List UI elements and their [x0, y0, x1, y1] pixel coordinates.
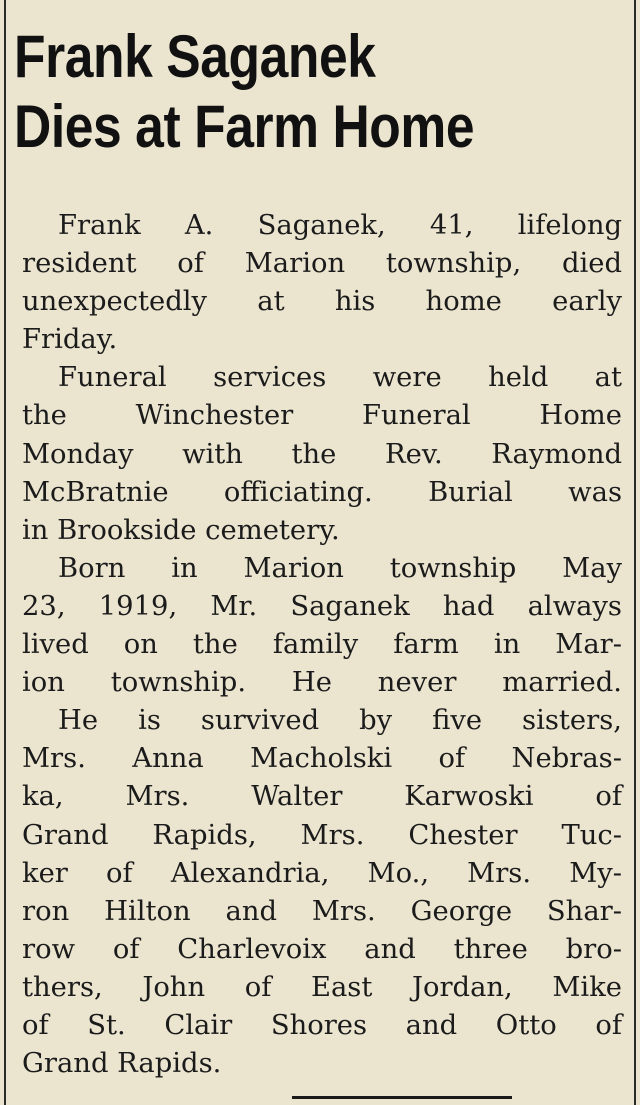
text-line: Born in Marion township May: [58, 552, 622, 584]
paragraph-biography: [22, 550, 622, 702]
column-rule-left: [4, 0, 6, 1105]
article-body: [22, 207, 622, 1083]
text-line: ker of Alexandria, Mo., Mrs. My-: [22, 857, 622, 889]
text-line: in Brookside cemetery.: [22, 514, 340, 546]
column-rule-right: [634, 0, 636, 1105]
text-line: Grand Rapids.: [22, 1048, 222, 1080]
text-line: resident of Marion township, died: [22, 248, 622, 280]
text-line: ron Hilton and Mrs. George Shar-: [22, 895, 622, 927]
paragraph-survivors: [22, 702, 622, 1083]
text-line: Frank A. Saganek, 41, lifelong: [58, 210, 622, 241]
text-line: 23, 1919, Mr. Saganek had always: [22, 590, 622, 622]
text-line: ion township. He never married.: [22, 667, 622, 699]
text-line: of St. Clair Shores and Otto of: [22, 1009, 622, 1041]
text-line: McBratnie officiating. Burial was: [22, 476, 622, 508]
headline-line: Frank Saganek: [14, 23, 376, 90]
text-line: lived on the family farm in Mar-: [22, 629, 622, 661]
end-rule: [292, 1096, 512, 1099]
headline: [14, 22, 530, 162]
text-line: unexpectedly at his home early: [22, 286, 622, 318]
text-line: ka, Mrs. Walter Karwoski of: [22, 781, 622, 813]
text-line: row of Charlevoix and three bro-: [22, 933, 622, 965]
text-line: Funeral services were held at: [58, 362, 622, 394]
text-line: the Winchester Funeral Home: [22, 400, 622, 432]
text-line: He is survived by five sisters,: [58, 705, 622, 737]
text-line: Friday.: [22, 324, 118, 356]
text-line: Mrs. Anna Macholski of Nebras-: [22, 743, 622, 775]
text-line: thers, John of East Jordan, Mike: [22, 971, 622, 1003]
text-line: Monday with the Rev. Raymond: [22, 438, 622, 470]
text-line: Grand Rapids, Mrs. Chester Tuc-: [22, 819, 622, 851]
headline-line: Dies at Farm Home: [14, 93, 475, 160]
paragraph-funeral: [22, 359, 622, 549]
paragraph-death-notice: [22, 207, 622, 359]
